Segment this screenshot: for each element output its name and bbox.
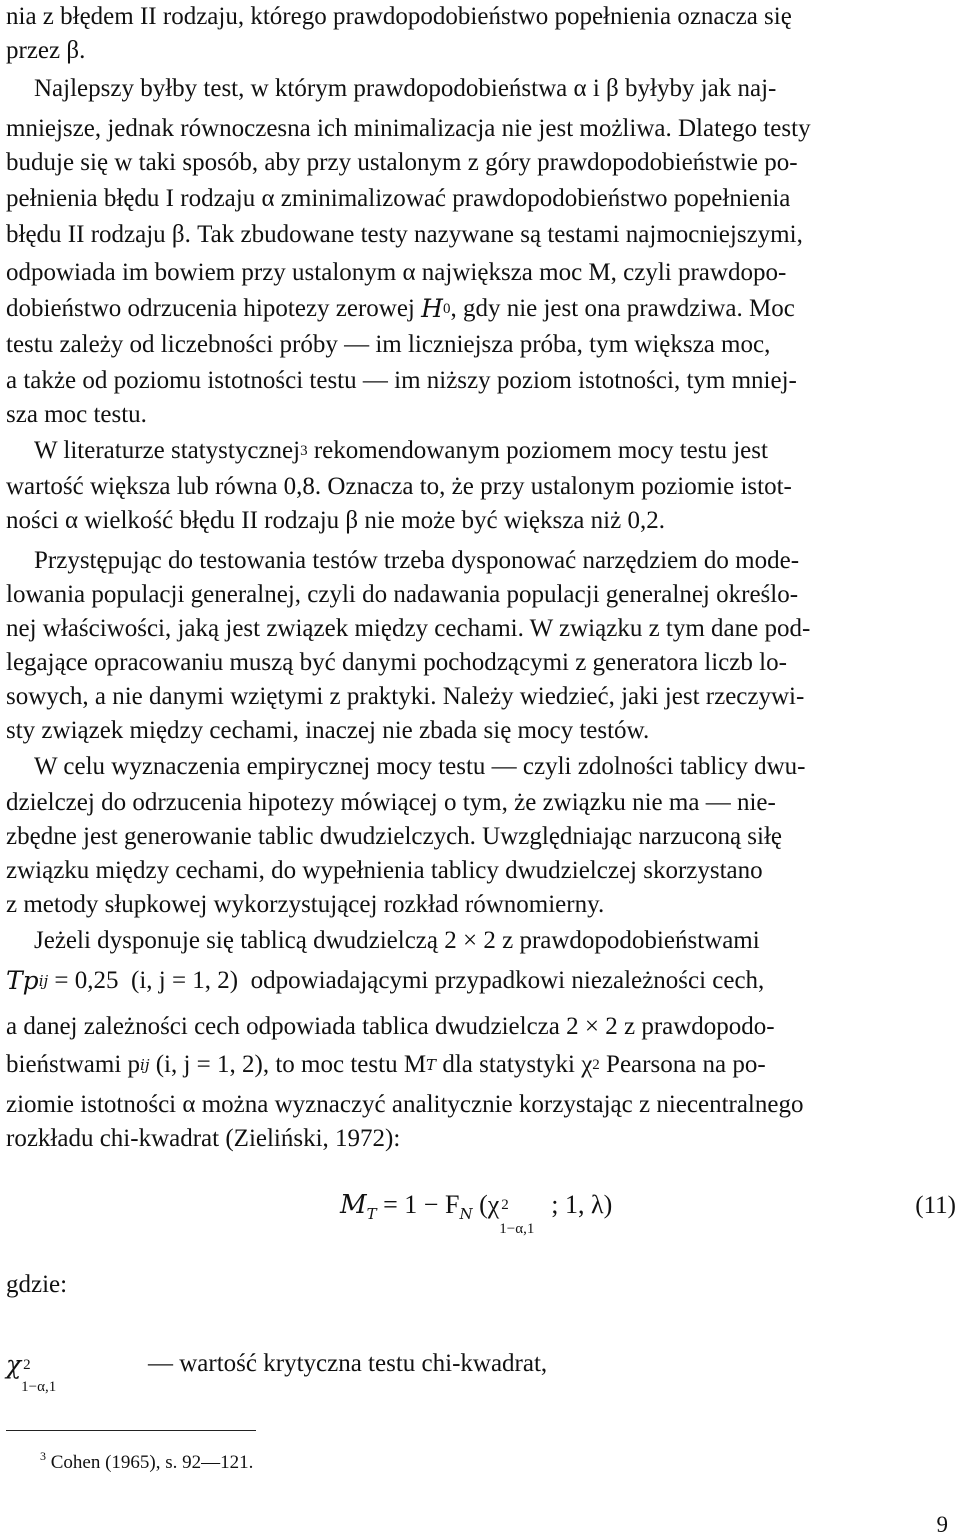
text-line: z metody słupkowej wykorzystującej rozkład równomierny. bbox=[6, 891, 605, 918]
text-line: błędu II rodzaju β. Tak zbudowane testy nazywane są testami najmocniejszymi, bbox=[6, 221, 803, 248]
text-line: nia z błędem II rodzaju, którego prawdopodobieństwo popełnienia oznacza się bbox=[6, 3, 792, 30]
text-line: pełnienia błędu I rodzaju α zminimalizować prawdopodobieństwo popełnienia bbox=[6, 185, 791, 212]
equation-number: (11) bbox=[915, 1192, 956, 1219]
text-line: sty związek między cechami, inaczej nie zbada się mocy testów. bbox=[6, 717, 650, 744]
text-line: Tp ij = 0,25 (i, j = 1, 2) odpowiadającymi przypadkowi niezależności cech, bbox=[6, 966, 765, 995]
text-line: mniejsze, jednak równoczesna ich minimalizacja nie jest możliwa. Dlatego testy bbox=[6, 115, 811, 142]
text-line: Przystępując do testowania testów trzeba dysponować narzędziem do mode- bbox=[34, 547, 800, 574]
text-line: W literaturze statystycznej 3 rekomendowanym poziomem mocy testu jest bbox=[34, 437, 768, 464]
text-line: W celu wyznaczenia empirycznej mocy testu — czyli zdolności tablicy dwu- bbox=[34, 753, 806, 780]
equation: $M_T = 1 - F_N$ (χ 2 1−α,1 ; 1, λ) bbox=[340, 1190, 613, 1237]
text-line: testu zależy od liczebności próby — im liczniejsza próba, tym większa moc, bbox=[6, 331, 771, 358]
text-line: dobieństwo odrzucenia hipotezy zerowej H 0 , gdy nie jest ona prawdziwa. Moc bbox=[6, 294, 795, 323]
footnote-ref: 3 bbox=[300, 443, 308, 459]
text-line: sowych, a nie danymi wziętymi z praktyki. Należy wiedzieć, jaki jest rzeczywi- bbox=[6, 683, 805, 710]
text-line: odpowiada im bowiem przy ustalonym α największa moc M, czyli prawdopo- bbox=[6, 259, 787, 286]
text-line: Najlepszy byłby test, w którym prawdopodobieństwa α i β byłyby jak naj- bbox=[34, 75, 777, 102]
text-line: wartość większa lub równa 0,8. Oznacza to, że przy ustalonym poziomie istot- bbox=[6, 473, 792, 500]
h0-symbol: H bbox=[421, 294, 443, 323]
text-line: Jeżeli dysponuje się tablicą dwudzielczą 2 × 2 z prawdopodobieństwami bbox=[34, 927, 760, 954]
text-line: przez β. bbox=[6, 37, 86, 64]
text-line: a także od poziomu istotności testu — im niższy poziom istotności, tym mniej- bbox=[6, 367, 797, 394]
text-line: a danej zależności cech odpowiada tablica dwudzielcza 2 × 2 z prawdopodo- bbox=[6, 1013, 775, 1040]
text-line: nej właściwości, jaką jest związek między cechami. W związku z tym dane pod- bbox=[6, 615, 811, 642]
definition-text: — wartość krytyczna testu chi-kwadrat, bbox=[148, 1350, 548, 1377]
footnote: $^3$ Cohen (1965), s. 92—121. bbox=[40, 1449, 254, 1473]
page-number: 9 bbox=[936, 1512, 948, 1537]
text-line: buduje się w taki sposób, aby przy ustalonym z góry prawdopodobieństwie po- bbox=[6, 149, 798, 176]
text-line: sza moc testu. bbox=[6, 401, 147, 428]
text-line: dzielczej do odrzucenia hipotezy mówiącej o tym, że związku nie ma — nie- bbox=[6, 789, 776, 816]
text-line: rozkładu chi-kwadrat (Zieliński, 1972): bbox=[6, 1125, 401, 1152]
text-line: bieństwami p ij (i, j = 1, 2), to moc testu M T dla statystyki χ 2 Pearsona na po- bbox=[6, 1051, 766, 1078]
definition: χ 2 1−α,1 bbox=[6, 1350, 57, 1395]
text-line: lowania populacji generalnej, czyli do nadawania populacji generalnej określo- bbox=[6, 581, 799, 608]
text-line: związku między cechami, do wypełnienia tablicy dwudzielczej skorzystano bbox=[6, 857, 763, 884]
footnote-separator bbox=[6, 1430, 256, 1431]
where-label: gdzie: bbox=[6, 1271, 68, 1298]
text-line: legające opracowaniu muszą być danymi pochodzącymi z generatora liczb lo- bbox=[6, 649, 787, 676]
text-line: zbędne jest generowanie tablic dwudzielczych. Uwzględniając narzuconą siłę bbox=[6, 823, 783, 850]
text-line: ności α wielkość błędu II rodzaju β nie może być większa niż 0,2. bbox=[6, 507, 665, 534]
text-line: ziomie istotności α można wyznaczyć analitycznie korzystając z niecentralnego bbox=[6, 1091, 804, 1118]
